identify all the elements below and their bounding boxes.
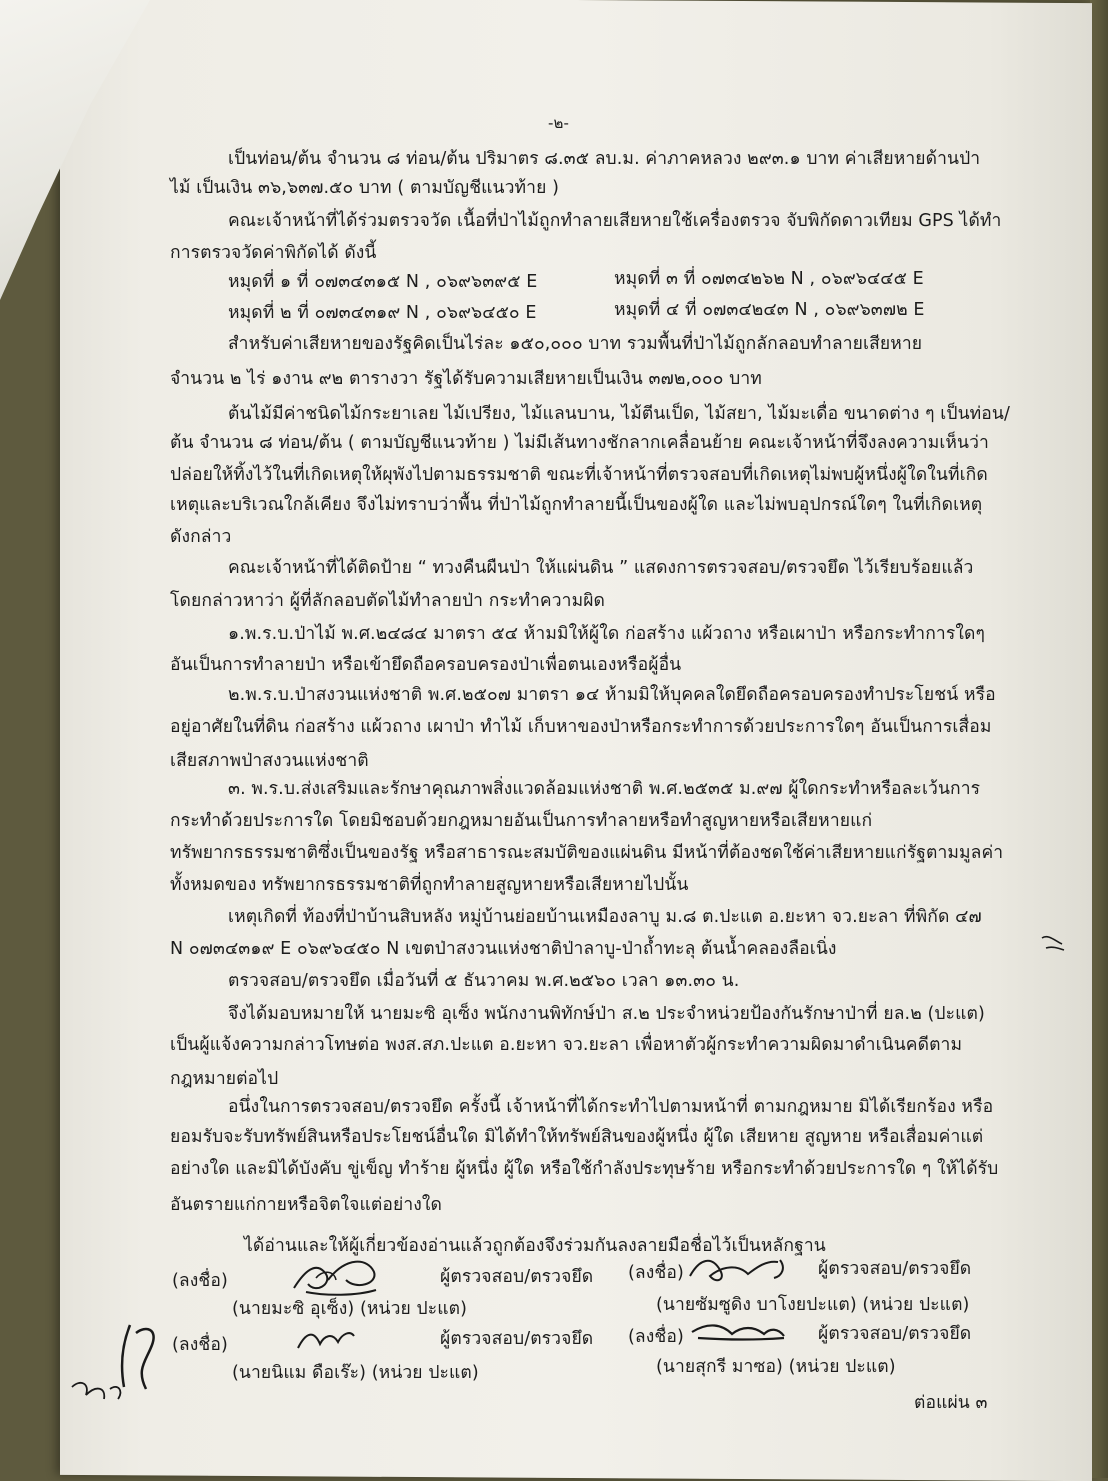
sign-label: (ลงชื่อ): [628, 1327, 684, 1347]
body-line: ๓. พ.ร.บ.ส่งเสริมและรักษาคุณภาพสิ่งแวดล้อมแห่งชาติ พ.ศ.๒๕๓๕ ม.๙๗ ผู้ใดกระทำหรือละเว้นการ: [228, 779, 981, 799]
signer-role: ผู้ตรวจสอบ/ตรวจยึด: [440, 1267, 594, 1287]
body-line: จึงได้มอบหมายให้ นายมะซิ อุเซ็ง พนักงานพิทักษ์ป่า ส.๒ ประจำหน่วยป้องกันรักษาป่าที่ ยล.๒ (ปะแต): [228, 1004, 985, 1024]
signer-role: ผู้ตรวจสอบ/ตรวจยึด: [818, 1259, 972, 1279]
signer-name: (นายซัมซูดิง บาโงยปะแต) (หน่วย ปะแต): [656, 1295, 970, 1315]
body-line: การตรวจวัดค่าพิกัดได้ ดังนี้: [170, 243, 377, 263]
coordinate-point: หมุดที่ ๒ ที่ ๐๗๓๔๓๑๙ N , ๐๖๙๖๔๕๐ E: [228, 303, 537, 323]
body-line: เสียสภาพป่าสงวนแห่งชาติ: [170, 751, 369, 771]
body-line: N ๐๗๓๔๓๑๙ E ๐๖๙๖๔๕๐ N เขตป่าสงวนแห่งชาติป่าลาบู-ป่าถ้ำทะลุ ต้นน้ำคลองลือเนิ่ง: [170, 939, 837, 959]
body-line: เป็นผู้แจ้งความกล่าวโทษต่อ พงส.สภ.ปะแต อ.ยะหา จว.ยะลา เพื่อหาตัวผู้กระทำความผิดมาดำเนินคดีตาม: [170, 1035, 963, 1055]
signature-mark-3: [292, 1322, 362, 1356]
body-line: ดังกล่าว: [170, 527, 232, 547]
body-line: ยอมรับจะรับทรัพย์สินหรือประโยชน์อื่นใด มิได้ทำให้ทรัพย์สินของผู้หนึ่ง ผู้ใด เสียหาย สูญหาย หรือเสื่อมค่าแต่: [170, 1127, 984, 1147]
body-line: ไม้ เป็นเงิน ๓๖,๖๓๗.๕๐ บาท ( ตามบัญชีแนวท้าย ): [170, 178, 560, 198]
body-line: คณะเจ้าหน้าที่ได้ติดป้าย “ ทวงคืนผืนป่า ให้แผ่นดิน ” แสดงการตรวจสอบ/ตรวจยึด ไว้เรียบร้อยแล้ว: [228, 558, 974, 578]
signature-mark-4: [688, 1316, 788, 1346]
body-line: จำนวน ๒ ไร่ ๑งาน ๙๒ ตารางวา รัฐได้รับความเสียหายเป็นเงิน ๓๗๒,๐๐๐ บาท: [170, 369, 762, 389]
signer-role: ผู้ตรวจสอบ/ตรวจยึด: [818, 1324, 972, 1344]
page-number: -๒-: [548, 114, 570, 132]
signer-name: (นายมะซิ อุเซ็ง) (หน่วย ปะแต): [232, 1299, 467, 1319]
signature-mark-1: [286, 1250, 386, 1300]
signature-mark-2: [686, 1250, 796, 1286]
body-line: ๒.พ.ร.บ.ป่าสงวนแห่งชาติ พ.ศ.๒๕๐๗ มาตรา ๑๔ ห้ามมิให้บุคคลใดยึดถือครอบครองทำประโยชน์ หรือ: [228, 685, 996, 705]
body-line: อันตรายแก่กายหรือจิตใจแต่อย่างใด: [170, 1195, 443, 1215]
margin-annotation: [60, 1315, 170, 1410]
signer-name: (นายสุกรี มาซอ) (หน่วย ปะแต): [656, 1357, 896, 1377]
sign-label: (ลงชื่อ): [172, 1271, 228, 1291]
coordinate-point: หมุดที่ ๓ ที่ ๐๗๓๔๒๖๒ N , ๐๖๙๖๔๔๕ E: [614, 269, 924, 289]
body-line: ทั้งหมดของ ทรัพยากรธรรมชาติที่ถูกทำลายสูญหายหรือเสียหายไปนั้น: [170, 875, 689, 895]
body-line: ๑.พ.ร.บ.ป่าไม้ พ.ศ.๒๔๘๔ มาตรา ๕๔ ห้ามมิให้ผู้ใด ก่อสร้าง แผ้วถาง หรือเผาป่า หรือกระทำการใดๆ: [228, 624, 985, 644]
coordinate-point: หมุดที่ ๑ ที่ ๐๗๓๔๓๑๕ N , ๐๖๙๖๓๙๕ E: [228, 272, 538, 292]
sign-label: (ลงชื่อ): [172, 1335, 228, 1355]
body-line: ปล่อยให้ทิ้งไว้ในที่เกิดเหตุให้ผุพังไปตามธรรมชาติ ขณะที่เจ้าหน้าที่ตรวจสอบที่เกิดเหตุไม่พบผู้หนึ่งผู้ใดในที่เกิด: [170, 465, 988, 485]
body-line: เหตุเกิดที่ ท้องที่ป่าบ้านสิบหลัง หมู่บ้านย่อยบ้านเหมืองลาบู ม.๘ ต.ปะแต อ.ยะหา จว.ยะลา ที่พิกัด ๔๗: [228, 907, 982, 927]
body-line: คณะเจ้าหน้าที่ได้ร่วมตรวจวัด เนื้อที่ป่าไม้ถูกทำลายเสียหายใช้เครื่องตรวจ จับพิกัดดาวเทียม GPS ได้ทำ: [228, 211, 1002, 231]
body-line: ต้น จำนวน ๘ ท่อน/ต้น ( ตามบัญชีแนวท้าย ) ไม่มีเส้นทางชักลากเคลื่อนย้าย คณะเจ้าหน้าที่จึงลงความเห็นว่า: [170, 433, 989, 453]
coordinate-point: หมุดที่ ๔ ที่ ๐๗๓๔๒๔๓ N , ๐๖๙๖๓๗๒ E: [614, 300, 925, 320]
body-line: ได้อ่านและให้ผู้เกี่ยวข้องอ่านแล้วถูกต้องจึงร่วมกันลงลายมือชื่อไว้เป็นหลักฐาน: [244, 1236, 826, 1256]
signer-role: ผู้ตรวจสอบ/ตรวจยึด: [440, 1329, 594, 1349]
body-line: เป็นท่อน/ต้น จำนวน ๘ ท่อน/ต้น ปริมาตร ๘.๓๕ ลบ.ม. ค่าภาคหลวง ๒๙๓.๑ บาท ค่าเสียหายด้านป่า: [228, 149, 981, 169]
body-line: ทรัพยากรธรรมชาติซึ่งเป็นของรัฐ หรือสาธารณะสมบัติของแผ่นดิน มีหน้าที่ต้องชดใช้ค่าเสียหายแก่รัฐตามมูลค่า: [170, 843, 1004, 863]
continuation-note: ต่อแผ่น ๓: [914, 1393, 988, 1413]
body-line: สำหรับค่าเสียหายของรัฐคิดเป็นไร่ละ ๑๕๐,๐๐๐ บาท รวมพื้นที่ป่าไม้ถูกลักลอบทำลายเสียหาย: [228, 334, 923, 354]
body-line: อยู่อาศัยในที่ดิน ก่อสร้าง แผ้วถาง เผาป่า ทำไม้ เก็บหาของป่าหรือกระทำการด้วยประการใดๆ อันเป็นการเสื่อม: [170, 717, 992, 737]
body-line: กระทำด้วยประการใด โดยมิชอบด้วยกฎหมายอันเป็นการทำลายหรือทำสูญหายหรือเสียหายแก่: [170, 811, 873, 831]
body-line: โดยกล่าวหาว่า ผู้ที่ลักลอบตัดไม้ทำลายป่า กระทำความผิด: [170, 591, 606, 611]
body-line: ตรวจสอบ/ตรวจยึด เมื่อวันที่ ๕ ธันวาคม พ.ศ.๒๕๖๐ เวลา ๑๓.๓๐ น.: [228, 971, 740, 991]
ink-mark: [1038, 930, 1068, 954]
body-line: ต้นไม้มีค่าชนิดไม้กระยาเลย ไม้เปรียง, ไม้แลนบาน, ไม้ตีนเป็ด, ไม้สยา, ไม้มะเดื่อ ขนาดต่าง ๆ เป็นท่อน/: [228, 404, 1010, 424]
body-line: เหตุและบริเวณใกล้เคียง จึงไม่ทราบว่าพื้น ที่ป่าไม้ถูกทำลายนี้เป็นของผู้ใด และไม่พบอุปกรณ์ใดๆ ในที่เกิดเหตุ: [170, 495, 983, 515]
body-line: อนึ่งในการตรวจสอบ/ตรวจยึด ครั้งนี้ เจ้าหน้าที่ได้กระทำไปตามหน้าที่ ตามกฎหมาย มิได้เรียกร้อง หรือ: [228, 1097, 994, 1117]
sign-label: (ลงชื่อ): [628, 1263, 684, 1283]
body-line: อันเป็นการทำลายป่า หรือเข้ายึดถือครอบครองป่าเพื่อตนเองหรือผู้อื่น: [170, 655, 682, 675]
body-line: กฎหมายต่อไป: [170, 1069, 279, 1089]
body-line: อย่างใด และมิได้บังคับ ขู่เข็ญ ทำร้าย ผู้หนึ่ง ผู้ใด หรือใช้กำลังประทุษร้าย หรือกระทำด้วยประการใด ๆ ให้ได้รับ: [170, 1159, 999, 1179]
signer-name: (นายนิแม ดือเร๊ะ) (หน่วย ปะแต): [232, 1363, 479, 1383]
